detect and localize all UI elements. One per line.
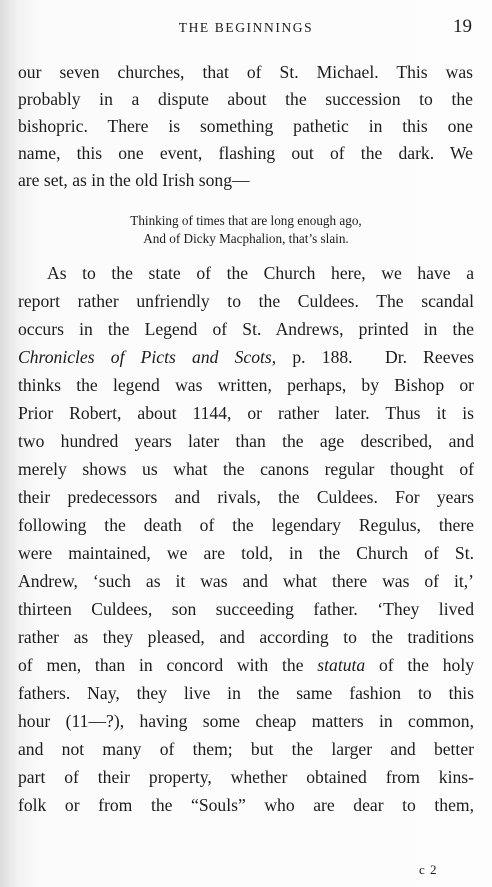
text-line: Andrew, ‘such as it was and what there was of it,’ [18, 571, 474, 591]
text-line: two hundred years later than the age described, and [18, 431, 474, 451]
text-line: were maintained, we are told, in the Church of St. [18, 543, 474, 563]
running-title: THE BEGINNINGS [178, 20, 314, 35]
text-line: of men, than in concord with the statuta of the holy [18, 655, 475, 675]
text-line: merely shows us what the canons regular thought of [18, 459, 474, 479]
text-line: As to the state of the Church here, we have a [47, 263, 474, 283]
text-line: name, this one event, flashing out of the dark. We [18, 143, 473, 163]
running-head [0, 17, 492, 39]
italic-title: Chronicles of Picts and Scots [18, 347, 272, 367]
text-line: bishopric. There is something pathetic in this one [18, 116, 473, 136]
text-line: thinks the legend was written, perhaps, by Bishop or [18, 375, 474, 395]
page-number: 19 [453, 16, 472, 37]
verse-line: Thinking of times that are long enough ago, [130, 213, 362, 228]
text-line: thirteen Culdees, son succeeding father. ‘They lived [18, 599, 474, 619]
italic-term: statuta [317, 655, 366, 675]
text-line: report rather unfriendly to the Culdees. The scandal [18, 291, 474, 311]
text-line: occurs in the Legend of St. Andrews, printed in the [18, 319, 474, 339]
text-line: folk or from the “Souls” who are dear to them, [18, 795, 474, 815]
text-line: are set, as in the old Irish song— [18, 170, 250, 190]
verse-line: And of Dicky Macphalion, that’s slain. [143, 231, 349, 246]
text-line: and not many of them; but the larger and better [18, 739, 474, 759]
text-line: rather as they pleased, and according to the traditions [18, 627, 474, 647]
text-line: part of their property, whether obtained from kins- [18, 767, 474, 787]
text-line: Prior Robert, about 1144, or rather later. Thus it is [18, 403, 474, 423]
text-line: fathers. Nay, they live in the same fashion to this [18, 683, 474, 703]
text-line: Chronicles of Picts and Scots, p. 188. Dr. Reeves [18, 347, 474, 367]
text-line: their predecessors and rivals, the Culdees. For years [18, 487, 474, 507]
text-line: following the death of the legendary Regulus, there [18, 515, 474, 535]
text-line: hour (11—?), having some cheap matters in common, [18, 711, 474, 731]
text-line: probably in a dispute about the succession to the [18, 89, 473, 109]
text-line: our seven churches, that of St. Michael. This was [18, 62, 473, 82]
signature-mark: c 2 [419, 862, 438, 877]
